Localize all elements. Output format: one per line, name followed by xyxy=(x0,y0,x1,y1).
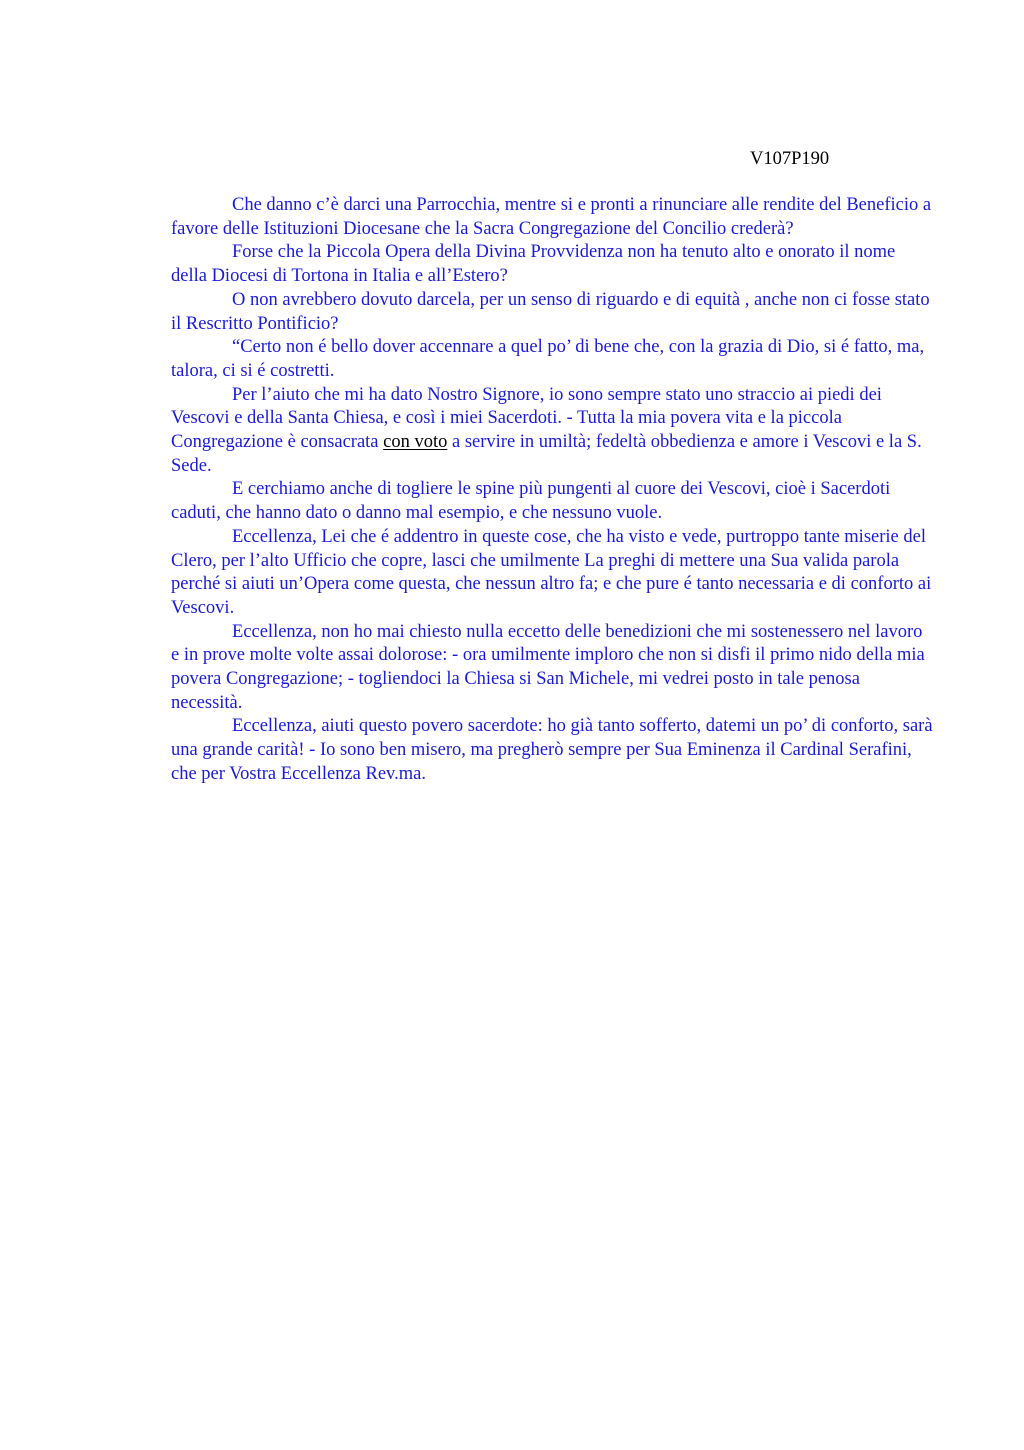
paragraph-6: E cerchiamo anche di togliere le spine più pungenti al cuore dei Vescovi, cioè i Sacerdoti caduti, che hanno dato o danno mal esempio, e che nessuno vuole. xyxy=(171,479,891,524)
paragraph-5-after: a servire in umiltà; fedeltà obbedienza e amore i Vescovi e la S. Sede. xyxy=(171,432,922,476)
paragraph-2: Forse che la Piccola Opera della Divina Provvidenza non ha tenuto alto e onorato il nome della Diocesi di Tortona in Italia e all’Estero? xyxy=(171,242,896,287)
paragraph-4: “Certo non é bello dover accennare a quel po’ di bene che, con la grazia di Dio, si é fatto, ma, talora, ci si é costretti. xyxy=(171,337,925,381)
paragraph-8: Eccellenza, non ho mai chiesto nulla eccetto delle benedizioni che mi sostenessero nel lavoro e in prove molte volte assai dolorose: - ora umilmente imploro che non si disfi il primo nido della mia povera Congregazione; - togliendoci la Chiesa si San Michele, mi vedrei posto in tale penosa necessità. xyxy=(171,621,925,713)
page-identifier: V107P190 xyxy=(750,149,830,169)
letter-body xyxy=(171,194,933,787)
paragraph-1: Che danno c’è darci una Parrocchia, mentre si e pronti a rinunciare alle rendite del Beneficio a favore delle Istituzioni Diocesane che la Sacra Congregazione del Concilio crederà? xyxy=(171,195,932,239)
paragraph-7: Eccellenza, Lei che é addentro in queste cose, che ha visto e vede, purtroppo tante miserie del Clero, per l’alto Ufficio che copre, lasci che umilmente La preghi di mettere una Sua valida parola perché si aiuti un’Opera come questa, che nessun altro fa; e che pure é tanto necessaria e di conforto ai Vescovi. xyxy=(171,526,932,618)
paragraph-5 xyxy=(171,384,933,479)
paragraph-3: O non avrebbero dovuto darcela, per un senso di riguardo e di equità , anche non ci fosse stato il Rescritto Pontificio? xyxy=(171,289,930,334)
paragraph-5-before: Per l’aiuto che mi ha dato Nostro Signore, io sono sempre stato uno straccio ai piedi dei Vescovi e della Santa Chiesa, e così i miei Sacerdoti. - Tutta la mia povera vita e la piccola Congregazione è consacrata xyxy=(171,384,882,453)
paragraph-9: Eccellenza, aiuti questo povero sacerdote: ho già tanto sofferto, datemi un po’ di conforto, sarà una grande carità! - Io sono ben misero, ma pregherò sempre per Sua Eminenza il Cardinal Serafini, che per Vostra Eccellenza Rev.ma. xyxy=(171,716,933,784)
underlined-phrase: con voto xyxy=(383,432,448,453)
